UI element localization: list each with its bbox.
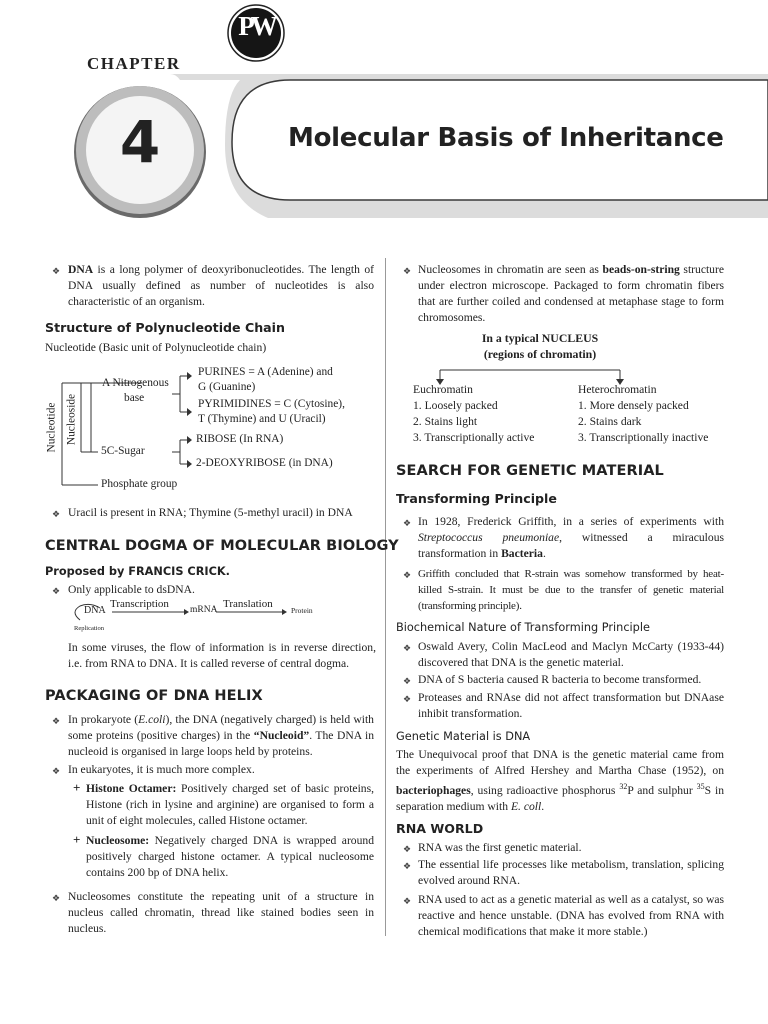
dogma-dna: DNA — [84, 605, 106, 616]
euchromatin-item: 3. Transcriptionally active — [413, 431, 535, 444]
euchromatin-label: Euchromatin — [413, 383, 473, 396]
bullet-icon: ❖ — [52, 893, 61, 903]
bullet-icon: ❖ — [52, 266, 61, 276]
griffith-text-2: Griffith concluded that R-strain was somehow transformed by heat-killed S-strain. It must be due to the transfer of genetic material (transforming principle). — [418, 568, 724, 612]
dogma-mrna: mRNA — [190, 605, 218, 615]
chromatin-text: Nucleosomes constitute the repeating unit of a structure in nucleus called chromatin, thread like stained bodies seen in nucleus. — [68, 890, 374, 935]
nucleus-title: In a typical NUCLEUS (regions of chromatin) — [481, 331, 599, 361]
rna-world-heading: RNA WORLD — [396, 821, 484, 836]
bullet-icon: ❖ — [403, 694, 412, 704]
purines-label-2: G (Guanine) — [198, 381, 256, 393]
beads-text: Nucleosomes in chromatin are seen as beads-on-string structure under electron microscope. Packaged to form chromatin fibers that are further coiled and condensed at metaphase stage to form chromosomes. — [418, 263, 724, 324]
dogma-proposed: Proposed by FRANCIS CRICK. — [45, 565, 230, 578]
bullet-icon: ❖ — [403, 896, 412, 906]
prokaryote-text: In prokaryote (E.coli), the DNA (negatively charged) is held with some proteins (positive charges) in the “Nucleoid”. The DNA in nucleoid is organised in large loops held by proteins. — [68, 713, 374, 758]
hershey-text: The Unequivocal proof that DNA is the genetic material came from the experiments of Alfred Hershey and Martha Chase (1952), on bacteriophages, using radioactive phosphorus $^{32}$P and sulphur $^{35}$S in separation medium with E. coll. — [396, 748, 725, 813]
purines-label: PURINES = A (Adenine) and — [198, 366, 333, 378]
uracil-note: Uracil is present in RNA; Thymine (5-methyl uracil) in DNA — [68, 506, 353, 519]
rna-item: RNA used to act as a genetic material as well as a catalyst, so was reactive and hence unstable. (DNA has evolved from RNA with chemical modifications that make it more stable.) — [418, 893, 724, 938]
bullet-icon: ❖ — [403, 861, 412, 871]
nitrogenous-base-label-2: base — [124, 392, 145, 404]
nitrogenous-base-label: A Nitrogenous — [102, 377, 169, 389]
search-heading: SEARCH FOR GENETIC MATERIAL — [396, 463, 664, 479]
heterochromatin-label: Heterochromatin — [578, 383, 657, 396]
bullet-icon: ❖ — [52, 586, 61, 596]
biochem-item: Oswald Avery, Colin MacLeod and Maclyn McCarty (1933-44) discovered that DNA is the genetic material. — [418, 640, 724, 669]
bullet-icon: ❖ — [52, 509, 61, 519]
chapter-number: 4 — [119, 108, 161, 176]
heterochromatin-item: 2. Stains dark — [578, 415, 642, 428]
bullet-icon: ❖ — [52, 766, 61, 776]
sugar-label: 5C-Sugar — [101, 445, 145, 457]
eukaryote-text: In eukaryotes, it is much more complex. — [68, 763, 255, 776]
dogma-heading: CENTRAL DOGMA OF MOLECULAR BIOLOGY — [45, 538, 399, 554]
transforming-heading: Transforming Principle — [396, 491, 557, 506]
euchromatin-item: 2. Stains light — [413, 415, 478, 428]
plus-bullet-icon: + — [73, 780, 81, 795]
nucleotide-label: Nucleotide — [45, 402, 58, 453]
chapter-header — [0, 0, 768, 230]
pyrimidines-label-2: T (Thymine) and U (Uracil) — [198, 413, 326, 425]
heterochromatin-item: 1. More densely packed — [578, 399, 689, 412]
deoxyribose-label: 2-DEOXYRIBOSE (in DNA) — [196, 457, 333, 469]
bullet-icon: ❖ — [403, 676, 412, 686]
packaging-heading: PACKAGING OF DNA HELIX — [45, 688, 263, 704]
biochem-heading: Biochemical Nature of Transforming Principle — [396, 621, 650, 634]
bullet-icon: ❖ — [403, 570, 412, 580]
dogma-protein: Protein — [291, 606, 313, 615]
dogma-bullet: Only applicable to dsDNA. — [68, 583, 195, 596]
dogma-translation: Translation — [223, 598, 273, 610]
genetic-material-heading: Genetic Material is DNA — [396, 730, 531, 743]
dogma-flow-arrows — [70, 596, 330, 636]
rna-item: The essential life processes like metabolism, translation, splicing evolved around RNA. — [418, 858, 724, 887]
griffith-text-1: In 1928, Frederick Griffith, in a series of experiments with Streptococcus pneumoniae, witnessed a miraculous transformation in Bacteria. — [418, 515, 725, 560]
chapter-title: Molecular Basis of Inheritance — [288, 123, 724, 153]
bullet-icon: ❖ — [403, 518, 412, 528]
heterochromatin-item: 3. Transcriptionally inactive — [578, 431, 709, 444]
structure-subtitle: Nucleotide (Basic unit of Polynucleotide chain) — [45, 341, 267, 354]
histone-octamer-text: Histone Octamer: Positively charged set of basic proteins, Histone (rich in lysine and arginine) are organised to form a unit of eight molecules, called Histone octamer. — [86, 782, 374, 827]
bullet-icon: ❖ — [403, 643, 412, 653]
bullet-icon: ❖ — [52, 716, 61, 726]
euchromatin-item: 1. Loosely packed — [413, 399, 498, 412]
biochem-item: Proteases and RNAse did not affect transformation but DNAase inhibit transformation. — [418, 691, 724, 720]
logo-text: PW — [238, 11, 274, 41]
dna-intro: DNA is a long polymer of deoxyribonucleotides. The length of DNA usually defined as number of nucleotides is also characteristic of an organism. — [68, 263, 374, 308]
biochem-item: DNA of S bacteria caused R bacteria to become transformed. — [418, 673, 702, 686]
plus-bullet-icon: + — [73, 832, 81, 847]
bullet-icon: ❖ — [403, 266, 412, 276]
nucleosome-text: Nucleosome: Negatively charged DNA is wrapped around positively charged histone octamer. A typical nucleosome contains 200 bp of DNA helix. — [86, 834, 374, 879]
pyrimidines-label: PYRIMIDINES = C (Cytosine), — [198, 398, 345, 410]
chapter-label: CHAPTER — [87, 54, 181, 73]
structure-heading: Structure of Polynucleotide Chain — [45, 320, 285, 335]
rna-item: RNA was the first genetic material. — [418, 841, 582, 854]
nucleoside-label: Nucleoside — [65, 393, 78, 446]
dogma-replication: Replication — [74, 625, 104, 632]
dogma-transcription: Transcription — [110, 598, 169, 610]
bullet-icon: ❖ — [403, 844, 412, 854]
column-divider — [385, 258, 386, 936]
reverse-dogma-text: In some viruses, the flow of information is in reverse direction, i.e. from RNA to DNA. It is called reverse of central dogma. — [68, 641, 376, 670]
phosphate-label: Phosphate group — [101, 478, 178, 490]
ribose-label: RIBOSE (In RNA) — [196, 433, 284, 445]
